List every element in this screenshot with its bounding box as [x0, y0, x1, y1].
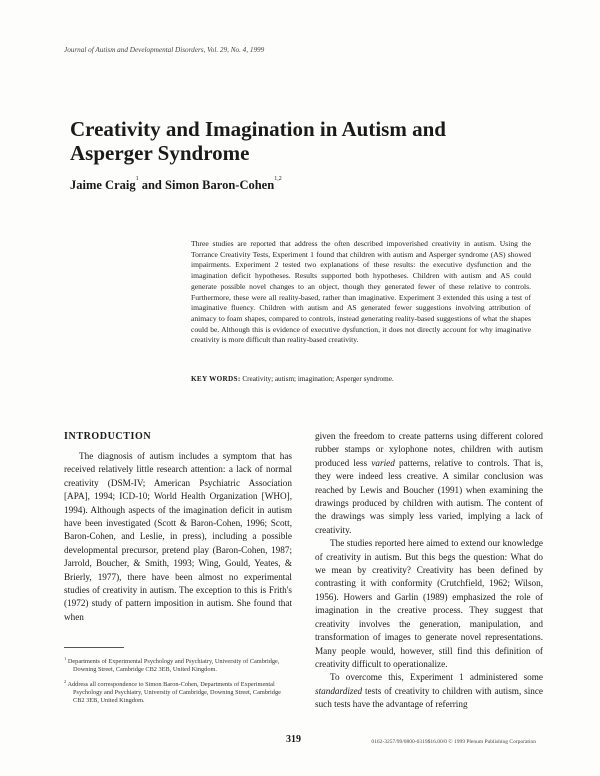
journal-citation: Journal of Autism and Developmental Disorders, Vol. 29, No. 4, 1999 [64, 46, 265, 54]
author-affiliation-mark: 1 [135, 176, 139, 182]
keywords [191, 375, 531, 383]
paragraph: The studies reported here aimed to extend our knowledge of creativity in autism. But this begs the question: What do we mean by creativity? Creativity has been defined by contrasting it with conformity (Crutchfield, 1962; Wilson, 1956). Howers and Garlin (1989) emphasized the role of imagination in the creative process. They suggest that creativity involves the generation, manipulation, and transformation of images to generate novel representations. Many people would, however, still find this definition of creativity difficult to operationalize. [315, 538, 543, 669]
footnote-text: Departments of Experimental Psychology and Psychiatry, University of Cambridge, Downing Street, Cambridge CB2 3EB, United Kingdom. [66, 658, 280, 674]
abstract: Three studies are reported that address the often described impoverished creativity in autism. Using the Torrance Creativity Tests, Experiment 1 found that children with autism and Asperger syndrome (AS) showed impairments. Experiment 2 tested two explanations of these results: the executive dysfunction and the imagination deficit hypotheses. Results supported both hypotheses. Children with autism and AS could generate possible novel changes to an object, though they generated fewer of these relative to controls. Furthermore, these were all reality-based, rather than imaginative. Experiment 3 extended this using a test of imaginative fluency. Children with autism and AS generated fewer suggestions involving attribution of animacy to foam shapes, compared to controls, instead generating reality-based suggestions of what the shapes could be. Although this is evidence of executive dysfunction, it does not directly account for why imaginative creativity is more difficult than reality-based creativity. [191, 239, 531, 345]
text-run: given the freedom to create patterns using different colored rubber stamps or xylophone notes, children with autism produced less [315, 431, 543, 468]
text-run: To overcome this, Experiment 1 administered some [330, 672, 543, 683]
article-title: Creativity and Imagination in Autism and Asperger Syndrome [70, 117, 446, 165]
right-column [315, 430, 543, 712]
left-column [64, 450, 292, 624]
footnote-mark: 2 [64, 678, 67, 684]
author-name: Jaime Craig [70, 178, 136, 192]
keywords-label: KEY WORDS: [191, 375, 241, 383]
footnote-mark: 1 [64, 656, 67, 661]
paragraph: The diagnosis of autism includes a symptom that has received relatively little research attention: a lack of normal creativity (DSM-IV; American Psychiatric Association [APA], 1994; ICD-10; World Health Organization [WHO], 1994). Although aspects of the imagination deficit in autism have been investigated (Scott & Baron-Cohen, 1996; Scott, Baron-Cohen, and Leslie, in press), including a possible developmental precursor, pretend play (Baron-Cohen, 1987; Jarrold, Boucher, & Smith, 1993; Wing, Gould, Yeates, & Brierly, 1977), there have been almost no experimental studies of creativity in autism. The exception to this is Frith's (1972) study of pattern imposition in autism. She found that when [64, 451, 292, 622]
text-run: tests of creativity to children with autism, since such tests have the advantage of referring [315, 685, 543, 710]
keywords-text: Creativity; autism; imagination; Asperger syndrome. [242, 375, 394, 383]
footnote-divider [64, 647, 124, 648]
emphasis: varied [371, 457, 395, 468]
footnote-text: Address all correspondence to Simon Baron-Cohen, Departments of Experimental Psychology and Psychiatry, University of Cambridge, Downing Street, Cambridge CB2 3EB, United Kingdom. [66, 680, 281, 705]
page-number: 319 [286, 734, 301, 745]
footnotes [64, 655, 292, 709]
footnote [64, 655, 292, 675]
issn-line: 0162-3257/99/0800-0319$16.00/0 © 1999 Plenum Publishing Corporation [371, 739, 536, 745]
footnote [64, 678, 292, 706]
paragraph [315, 671, 543, 711]
author-name: Simon Baron-Cohen [165, 178, 275, 192]
text-run: patterns, relative to controls. That is, they were indeed less creative. A similar conclusion was reached by Lewis and Boucher (1991) when examining the drawings produced by children with autism. The content of the drawings was simply less varied, implying a lack of creativity. [315, 457, 544, 535]
author-conjunction: and [138, 178, 166, 192]
section-heading-introduction: INTRODUCTION [64, 431, 152, 442]
paragraph [315, 430, 543, 537]
authors [70, 178, 282, 193]
author-affiliation-mark: 1,2 [274, 176, 282, 182]
emphasis: standardized [315, 685, 363, 696]
